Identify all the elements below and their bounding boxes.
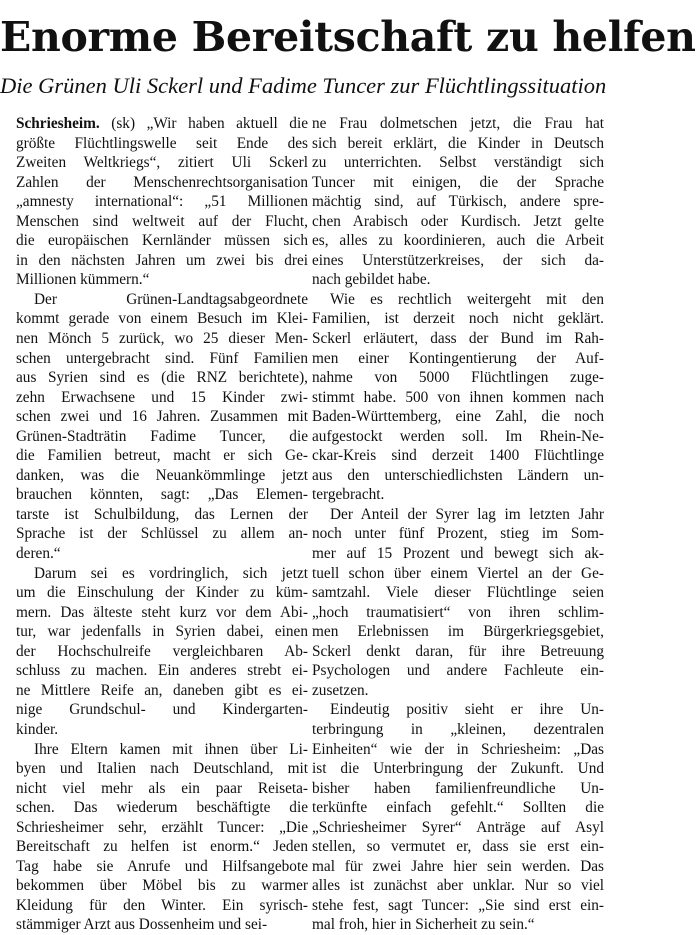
article-line: kinder.: [16, 720, 59, 738]
article-line: samtzahl. Viele dieser Flüchtlinge seien: [312, 584, 604, 602]
subtitle: Die Grünen Uli Sckerl und Fadime Tuncer zur Flüchtlingssituation: [0, 73, 607, 98]
article-line: Sckerl erläutert, dass der Bund im Rah-: [312, 330, 604, 348]
article-line: sich bereit erklärt, die Kinder in Deutsch: [312, 134, 604, 152]
article-line: mal froh, hier in Sicherheit zu sein.“: [312, 916, 535, 934]
article-line: mer auf 15 Prozent und bewegt sich ak-: [312, 545, 604, 563]
article-line: eines Unterstützerkreises, der sich da-: [312, 251, 604, 269]
headline: Enorme Bereitschaft zu helfen: [0, 13, 696, 61]
article-line: größte Flüchtlingswelle seit Ende des: [16, 134, 308, 152]
article-line: Kleidung für den Winter. Ein syrisch-: [16, 896, 308, 914]
article-line: Menschen sind weltweit auf der Flucht,: [16, 212, 308, 230]
article-line: schen untergebracht sind. Fünf Familien: [16, 349, 308, 367]
article-line: schen zwei und 16 Jahren. Zusammen mit: [16, 408, 308, 426]
article-line: stimmt habe. 500 von ihnen kommen nach: [312, 388, 604, 406]
article-line: es, alles zu koordinieren, auch die Arbeit: [312, 232, 604, 250]
article-line: nicht viel mehr als ein paar Reiseta-: [16, 779, 308, 797]
article-line: Millionen kümmern.“: [16, 271, 150, 289]
article-line: men einer Kontingentierung der Auf-: [312, 349, 604, 367]
article-line: Der Anteil der Syrer lag im letzten Jahr: [330, 505, 604, 523]
article-line: Wie es rechtlich weitergeht mit den: [330, 290, 604, 308]
article-line: ckar-Kreis sind derzeit 1400 Flüchtlinge: [312, 447, 604, 465]
article-line: Schriesheimer sehr, erzählt Tuncer: „Die: [16, 818, 308, 836]
article-column-right: [312, 114, 604, 935]
article-line: nahme von 5000 Flüchtlingen zuge-: [312, 369, 604, 387]
article-line: [16, 114, 308, 134]
article-line: zusetzen.: [312, 681, 369, 699]
article-line: Sckerl denkt daran, für ihre Betreuung: [312, 642, 604, 660]
article-line: nige Grundschul- und Kindergarten-: [16, 701, 308, 719]
article-line: Einheiten“ wie der in Schriesheim: „Das: [312, 740, 604, 758]
article-line: Psychologen und andere Fachleute ein-: [312, 662, 604, 680]
article-line: schen. Das wiederum beschäftigte die: [16, 799, 308, 817]
article-line: noch unter fünf Prozent, stieg im Som-: [312, 525, 604, 543]
article-line: deren.“: [16, 545, 61, 563]
article-line: byen und Italien nach Deutschland, mit: [16, 760, 308, 778]
article-line: tergebracht.: [312, 486, 385, 504]
article-line: terbringung in „kleinen, dezentralen: [312, 720, 604, 738]
article-line: bekommen über Möbel bis zu warmer: [16, 877, 308, 895]
article-line: die europäischen Kernländer müssen sich: [16, 232, 308, 250]
article-line: mal für zwei Jahre hier sein werden. Das: [312, 857, 604, 875]
article-line: die Familien betreut, macht er sich Ge-: [16, 447, 308, 465]
article-line: Ihre Eltern kamen mit ihnen über Li-: [34, 740, 308, 758]
article-line: Tuncer mit einigen, die der Sprache: [312, 173, 604, 191]
article-line: brauchen könnten, sagt: „Das Elemen-: [16, 486, 308, 504]
article-line: stellen, so vermutet er, dass sie erst ein-: [312, 838, 604, 856]
article-line: Zahlen der Menschenrechtsorganisation: [16, 173, 308, 191]
article-line: men Erlebnissen im Bürgerkriegsgebiet,: [312, 623, 604, 641]
article-line: tarste ist Schulbildung, das Lernen der: [16, 505, 308, 523]
article-line: nen Mönch 5 zurück, wo 25 dieser Men-: [16, 330, 308, 348]
article-line: ne Frau dolmetschen jetzt, die Frau hat: [312, 115, 604, 132]
article-line: stämmiger Arzt aus Dossenheim und sei-: [16, 916, 268, 934]
article-line: aufgestockt werden soll. Im Rhein-Ne-: [312, 427, 604, 445]
article-line: aus Syrien sind es (die RNZ berichtete),: [16, 369, 308, 387]
article-line: „amnesty international“: „51 Millionen: [16, 193, 308, 211]
article-line: „Schriesheimer Syrer“ Anträge auf Asyl: [312, 818, 604, 836]
dateline: Schriesheim.: [16, 115, 100, 132]
article-line: tur, war jedenfalls in Syrien dabei, einen: [16, 623, 308, 641]
article-line: Darum sei es vordringlich, sich jetzt: [34, 564, 308, 582]
article-line: ist die Unterbringung der Zukunft. Und: [312, 760, 604, 778]
article-line: bisher haben familienfreundliche Un-: [312, 779, 604, 797]
article-line: terkünfte einfach gefehlt.“ Sollten die: [312, 799, 604, 817]
article-line: mächtig sind, auf Türkisch, andere spre-: [312, 193, 604, 211]
article-line-text: (sk) „Wir haben aktuell die: [99, 115, 308, 132]
article-line: mern. Das älteste steht kurz vor dem Abi-: [16, 603, 308, 621]
article-column-left: [16, 114, 308, 935]
article-line: in den nächsten Jahren um zwei bis drei: [16, 251, 308, 269]
article-line: Baden-Württemberg, eine Zahl, die noch: [312, 408, 604, 426]
article-line: um die Einschulung der Kinder zu küm-: [16, 584, 308, 602]
article-line: nach gebildet habe.: [312, 271, 431, 289]
article-line: tuell schon über einem Viertel an der Ge-: [312, 564, 604, 582]
article-line: aus den unterschiedlichsten Ländern un-: [312, 466, 604, 484]
article-line: chen Arabisch oder Kurdisch. Jetzt gelte: [312, 212, 604, 230]
article-line: ne Mittlere Reife an, daneben gibt es ei-: [16, 681, 308, 699]
article-line: stehe fest, sagt Tuncer: „Sie sind erst ein-: [312, 896, 604, 914]
article-line: Familien, ist derzeit noch nicht geklärt.: [312, 310, 604, 328]
article-line: danken, was die Neuankömmlinge jetzt: [16, 466, 308, 484]
article-line: Tag habe sie Anrufe und Hilfsangebote: [16, 857, 308, 875]
article-line: alles ist zunächst aber unklar. Nur so viel: [312, 877, 604, 895]
article-line: kommt gerade von einem Besuch im Klei-: [16, 310, 308, 328]
article-line: Der Grünen-Landtagsabgeordnete: [34, 290, 308, 308]
article-line: der Hochschulreife vergleichbaren Ab-: [16, 642, 308, 660]
article-line: zu unterrichten. Selbst verständigt sich: [312, 154, 604, 172]
article-line: Grünen-Stadträtin Fadime Tuncer, die: [16, 427, 308, 445]
article-line: Eindeutig positiv sieht er ihre Un-: [330, 701, 604, 719]
article-line: Sprache ist der Schlüssel zu allem an-: [16, 525, 308, 543]
article-line: schluss zu machen. Ein anderes strebt ei-: [16, 662, 308, 680]
article-line: Zweiten Weltkriegs“, zitiert Uli Sckerl: [16, 154, 308, 172]
article-line: zehn Erwachsene und 15 Kinder zwi-: [16, 388, 308, 406]
article-line: Bereitschaft zu helfen ist enorm.“ Jeden: [16, 838, 308, 856]
article-line: „hoch traumatisiert“ von ihren schlim-: [312, 603, 604, 621]
